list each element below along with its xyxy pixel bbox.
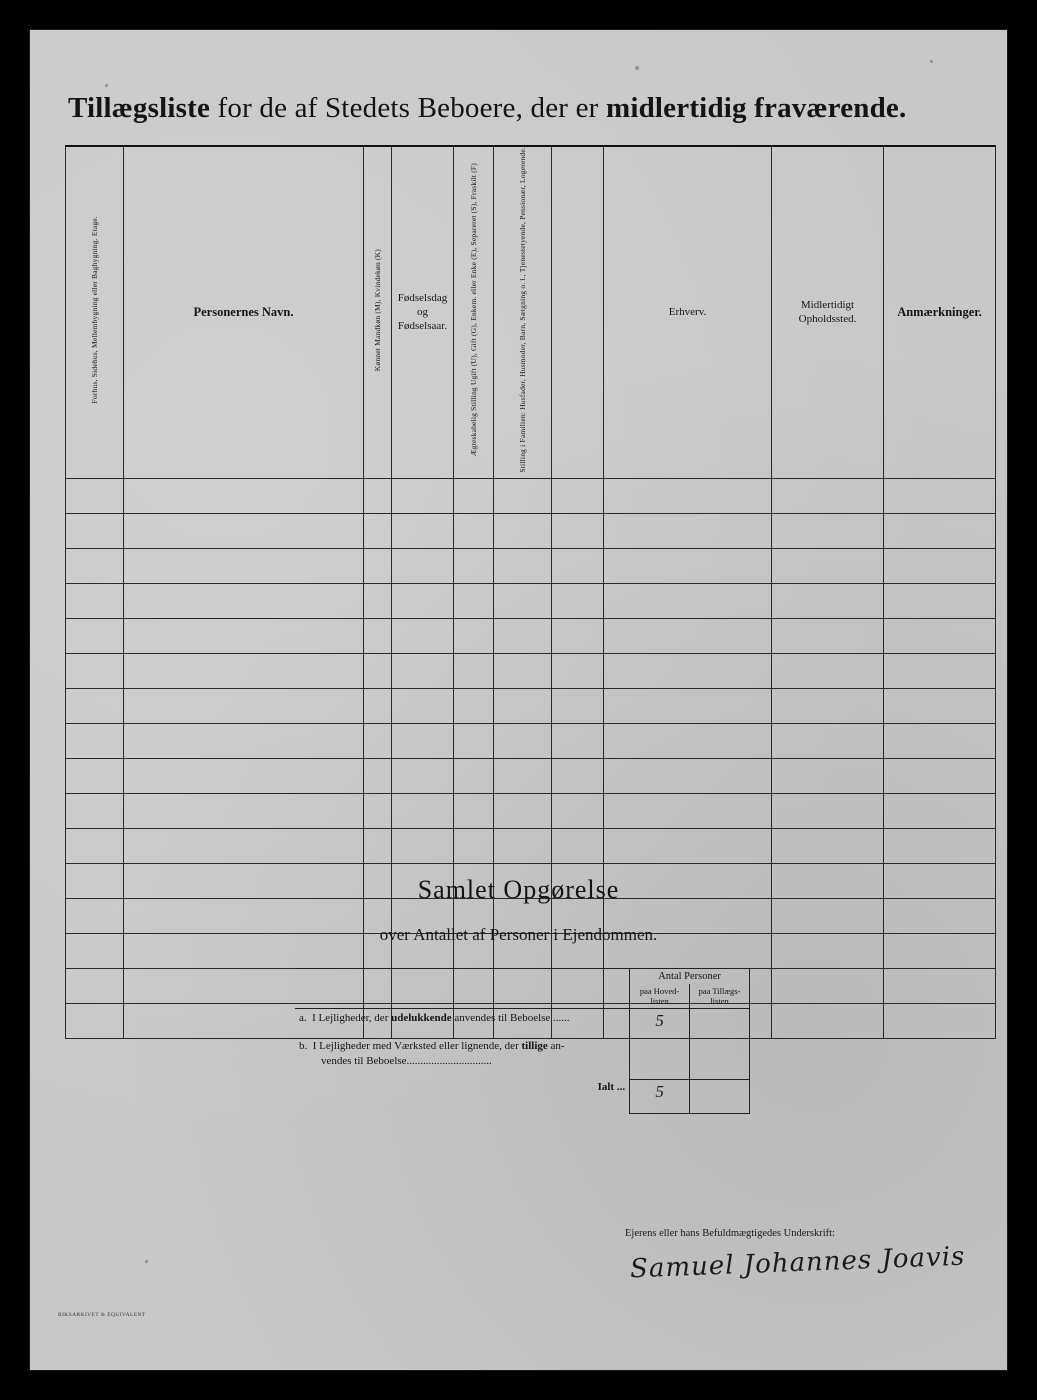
scanned-page [30,30,1007,1370]
table-cell-col_stilling_familien[interactable] [494,688,552,723]
table-cell-col_navn[interactable] [124,653,364,688]
table-cell-col_fodselsdag[interactable] [392,828,454,863]
summary-row-b-tillaeg-value [690,1037,750,1079]
col-hovedlisten [630,984,690,1009]
col-tillaegslisten-line1: paa Tillægs- [698,986,741,996]
column-header-navn: Personernes Navn. [124,146,364,478]
table-cell-col_opholdssted[interactable] [772,618,884,653]
table-cell-col_erhverv[interactable] [604,513,772,548]
table-cell-col_fodselsdag[interactable] [392,653,454,688]
table-cell-col_anmaerkninger[interactable] [884,688,996,723]
table-cell-col_aegteskabelig[interactable] [454,548,494,583]
table-cell-col_erhverv[interactable] [604,793,772,828]
table-cell-col_konnet[interactable] [364,618,392,653]
archive-footnote: RIKSARKIVET & EQUIVALENT [58,1312,146,1318]
table-cell-col_konnet[interactable] [364,548,392,583]
table-cell-col_konnet[interactable] [364,478,392,513]
table-row[interactable] [66,618,996,653]
table-cell-col_aegteskabelig[interactable] [454,688,494,723]
table-cell-col_forhus[interactable] [66,513,124,548]
table-cell-col_anmaerkninger[interactable] [884,548,996,583]
table-cell-col_anmaerkninger[interactable] [884,583,996,618]
column-header-aegteskabelig [454,146,494,478]
column-header-konnet [364,146,392,478]
table-cell-col_anmaerkninger[interactable] [884,723,996,758]
col-hovedlisten-line2: listen [650,996,669,1006]
signature-value: Samuel Johannes Joavis [629,1241,966,1285]
table-cell-col_anmaerkninger[interactable] [884,828,996,863]
table-cell-col_navn[interactable] [124,548,364,583]
table-cell-col_aegteskabelig[interactable] [454,618,494,653]
table-cell-col_fodselsdag[interactable] [392,618,454,653]
table-cell-col_erhverv[interactable] [604,758,772,793]
signature-label: Ejerens eller hans Befuldmægtigedes Underskrift: [625,1228,835,1239]
table-cell-col_anmaerkninger[interactable] [884,758,996,793]
table-cell-col_navn[interactable] [124,723,364,758]
table-cell-col_stilling_familien[interactable] [494,653,552,688]
table-cell-col_erhverv[interactable] [604,688,772,723]
table-cell-col_aegteskabelig[interactable] [454,513,494,548]
table-cell-col_blank[interactable] [552,653,604,688]
table-cell-col_stilling_familien[interactable] [494,548,552,583]
table-cell-col_stilling_familien[interactable] [494,478,552,513]
table-cell-col_opholdssted[interactable] [772,723,884,758]
table-cell-col_opholdssted[interactable] [772,548,884,583]
table-cell-col_navn[interactable] [124,618,364,653]
table-cell-col_aegteskabelig[interactable] [454,793,494,828]
column-header-forhus-label: Forhus, Sidehus, Mellembygning eller Baghygning. Etage. [90,216,99,404]
table-cell-col_blank[interactable] [552,478,604,513]
table-row[interactable] [66,828,996,863]
table-cell-col_aegteskabelig[interactable] [454,478,494,513]
table-cell-col_fodselsdag[interactable] [392,478,454,513]
table-cell-col_stilling_familien[interactable] [494,758,552,793]
summary-row-a-text-pre: I Lejligheder, der [312,1012,392,1024]
table-cell-col_forhus[interactable] [66,723,124,758]
table-cell-col_anmaerkninger[interactable] [884,618,996,653]
table-cell-col_konnet[interactable] [364,653,392,688]
summary-title: Samlet Opgørelse [417,875,620,904]
table-cell-col_forhus[interactable] [66,968,124,1003]
column-header-blank [552,146,604,478]
table-row[interactable] [66,758,996,793]
summary-total-hoved-value: 5 [630,1079,690,1113]
table-cell-col_opholdssted[interactable] [772,758,884,793]
table-cell-col_opholdssted[interactable] [772,653,884,688]
table-cell-col_stilling_familien[interactable] [494,583,552,618]
table-cell-col_navn[interactable] [124,828,364,863]
summary-subtitle: over Antallet af Personer i Ejendommen. [379,925,658,944]
column-header-stilling-familien [494,146,552,478]
table-header-row [66,146,996,478]
table-cell-col_konnet[interactable] [364,723,392,758]
summary-subhead-row [295,984,750,1009]
table-cell-col_forhus[interactable] [66,618,124,653]
table-cell-col_konnet[interactable] [364,513,392,548]
summary-row-a [295,1009,750,1038]
table-cell-col_opholdssted[interactable] [772,688,884,723]
table-body [66,478,996,1038]
table-cell-col_fodselsdag[interactable] [392,513,454,548]
table-row[interactable] [66,723,996,758]
column-header-stilling-familien-label: Stilling i Familien: Husfader, Husmoder, Barn, Sætgning o. l., Tjenestetyende, Pensionær, Logerende. [518,147,527,473]
table-cell-col_forhus[interactable] [66,548,124,583]
table-cell-col_anmaerkninger[interactable] [884,968,996,1003]
table-cell-col_aegteskabelig[interactable] [454,653,494,688]
summary-row-b-text-bold: tillige [521,1040,548,1052]
table-cell-col_erhverv[interactable] [604,653,772,688]
table-cell-col_blank[interactable] [552,758,604,793]
summary-row-a-hoved-value: 5 [630,1009,690,1038]
table-cell-col_stilling_familien[interactable] [494,828,552,863]
table-row[interactable] [66,653,996,688]
table-cell-col_stilling_familien[interactable] [494,513,552,548]
summary-row-a-tillaeg-value [690,1009,750,1038]
table-cell-col_erhverv[interactable] [604,478,772,513]
col-tillaegslisten-line2: listen [710,996,729,1006]
table-cell-col_konnet[interactable] [364,758,392,793]
page-title-bold-1: Tillægsliste [68,92,211,124]
page-title [68,92,978,125]
column-header-anmaerkninger: Anmærkninger. [884,146,996,478]
table-cell-col_fodselsdag[interactable] [392,723,454,758]
column-header-erhverv: Erhverv. [604,146,772,478]
table-cell-col_erhverv[interactable] [604,828,772,863]
summary-row-b-hoved-value [630,1037,690,1079]
table-cell-col_anmaerkninger[interactable] [884,513,996,548]
table-cell-col_forhus[interactable] [66,583,124,618]
table-cell-col_aegteskabelig[interactable] [454,583,494,618]
table-cell-col_navn[interactable] [124,758,364,793]
table-row[interactable] [66,478,996,513]
antal-personer-header: Antal Personer [630,969,750,985]
column-header-aegteskabelig-label: Ægteskabelig Stilling Ugift (U), Gift (G), Enkem. eller Enke (E), Separeret (S), Fraskilt (F) [469,163,478,457]
column-header-fodselsdag: Fødselsdag og Fødselsaar. [392,146,454,478]
summary-row-a-text-bold: udelukkende [391,1012,452,1024]
table-cell-col_erhverv[interactable] [604,723,772,758]
table-cell-col_blank[interactable] [552,828,604,863]
table-cell-col_navn[interactable] [124,793,364,828]
table-cell-col_forhus[interactable] [66,653,124,688]
table-cell-col_stilling_familien[interactable] [494,618,552,653]
summary-row-a-marker: a. [299,1012,307,1024]
table-cell-col_anmaerkninger[interactable] [884,478,996,513]
summary-head-row [295,969,750,985]
table-cell-col_erhverv[interactable] [604,548,772,583]
table-cell-col_forhus[interactable] [66,793,124,828]
table-row[interactable] [66,583,996,618]
table-cell-col_aegteskabelig[interactable] [454,723,494,758]
summary-row-b [295,1037,750,1079]
table-cell-col_fodselsdag[interactable] [392,793,454,828]
table-cell-col_konnet[interactable] [364,583,392,618]
table-cell-col_fodselsdag[interactable] [392,688,454,723]
table-cell-col_stilling_familien[interactable] [494,723,552,758]
table-cell-col_aegteskabelig[interactable] [454,758,494,793]
table-cell-col_blank[interactable] [552,793,604,828]
table-cell-col_forhus[interactable] [66,1003,124,1038]
summary-row-b-text-post: an- [547,1040,565,1052]
page-title-light: for de af Stedets Beboere, der er [210,92,606,124]
table-cell-col_opholdssted[interactable] [772,513,884,548]
summary-total-tillaeg-value [690,1079,750,1113]
table-cell-col_blank[interactable] [552,618,604,653]
table-cell-col_opholdssted[interactable] [772,1003,884,1038]
table-cell-col_forhus[interactable] [66,688,124,723]
table-cell-col_anmaerkninger[interactable] [884,793,996,828]
table-cell-col_blank[interactable] [552,583,604,618]
summary-row-a-text-post: anvendes til Beboelse ...... [451,1012,570,1024]
column-header-opholdssted: Midlertidigt Opholdssted. [772,146,884,478]
table-cell-col_blank[interactable] [552,723,604,758]
column-header-konnet-label: Kønnet Mandkøn (M), Kvindekøn (K) [373,248,382,371]
col-tillaegslisten [690,984,750,1009]
table-cell-col_navn[interactable] [124,513,364,548]
table-cell-col_aegteskabelig[interactable] [454,828,494,863]
table-cell-col_forhus[interactable] [66,758,124,793]
table-cell-col_blank[interactable] [552,513,604,548]
table-cell-col_navn[interactable] [124,478,364,513]
table-row[interactable] [66,688,996,723]
table-cell-col_blank[interactable] [552,548,604,583]
table-row[interactable] [66,513,996,548]
table-cell-col_fodselsdag[interactable] [392,758,454,793]
summary-total-label: Ialt ... [597,1081,626,1093]
table-cell-col_fodselsdag[interactable] [392,583,454,618]
table-cell-col_opholdssted[interactable] [772,968,884,1003]
col-hovedlisten-line1: paa Hoved- [639,986,680,996]
table-cell-col_forhus[interactable] [66,828,124,863]
table-cell-col_blank[interactable] [552,688,604,723]
table-cell-col_opholdssted[interactable] [772,583,884,618]
table-cell-col_opholdssted[interactable] [772,478,884,513]
summary-row-b-marker: b. [299,1040,308,1052]
table-cell-col_erhverv[interactable] [604,583,772,618]
table-cell-col_navn[interactable] [124,688,364,723]
summary-total-row [295,1079,750,1113]
table-cell-col_navn[interactable] [124,583,364,618]
column-header-forhus [66,146,124,478]
table-cell-col_konnet[interactable] [364,688,392,723]
page-title-bold-2: midlertidig fraværende. [605,92,907,124]
table-cell-col_erhverv[interactable] [604,618,772,653]
table-cell-col_fodselsdag[interactable] [392,548,454,583]
summary-row-b-text-pre: I Lejligheder med Værksted eller lignende, der [312,1040,522,1052]
table-row[interactable] [66,793,996,828]
table-cell-col_anmaerkninger[interactable] [884,1003,996,1038]
table-row[interactable] [66,548,996,583]
table-cell-col_stilling_familien[interactable] [494,793,552,828]
table-cell-col_opholdssted[interactable] [772,828,884,863]
summary-row-b-text-line2: vendes til Beboelse............................... [321,1055,492,1067]
table-cell-col_konnet[interactable] [364,793,392,828]
table-cell-col_forhus[interactable] [66,478,124,513]
summary-table [295,968,750,1114]
table-cell-col_opholdssted[interactable] [772,793,884,828]
table-cell-col_anmaerkninger[interactable] [884,653,996,688]
table-cell-col_konnet[interactable] [364,828,392,863]
